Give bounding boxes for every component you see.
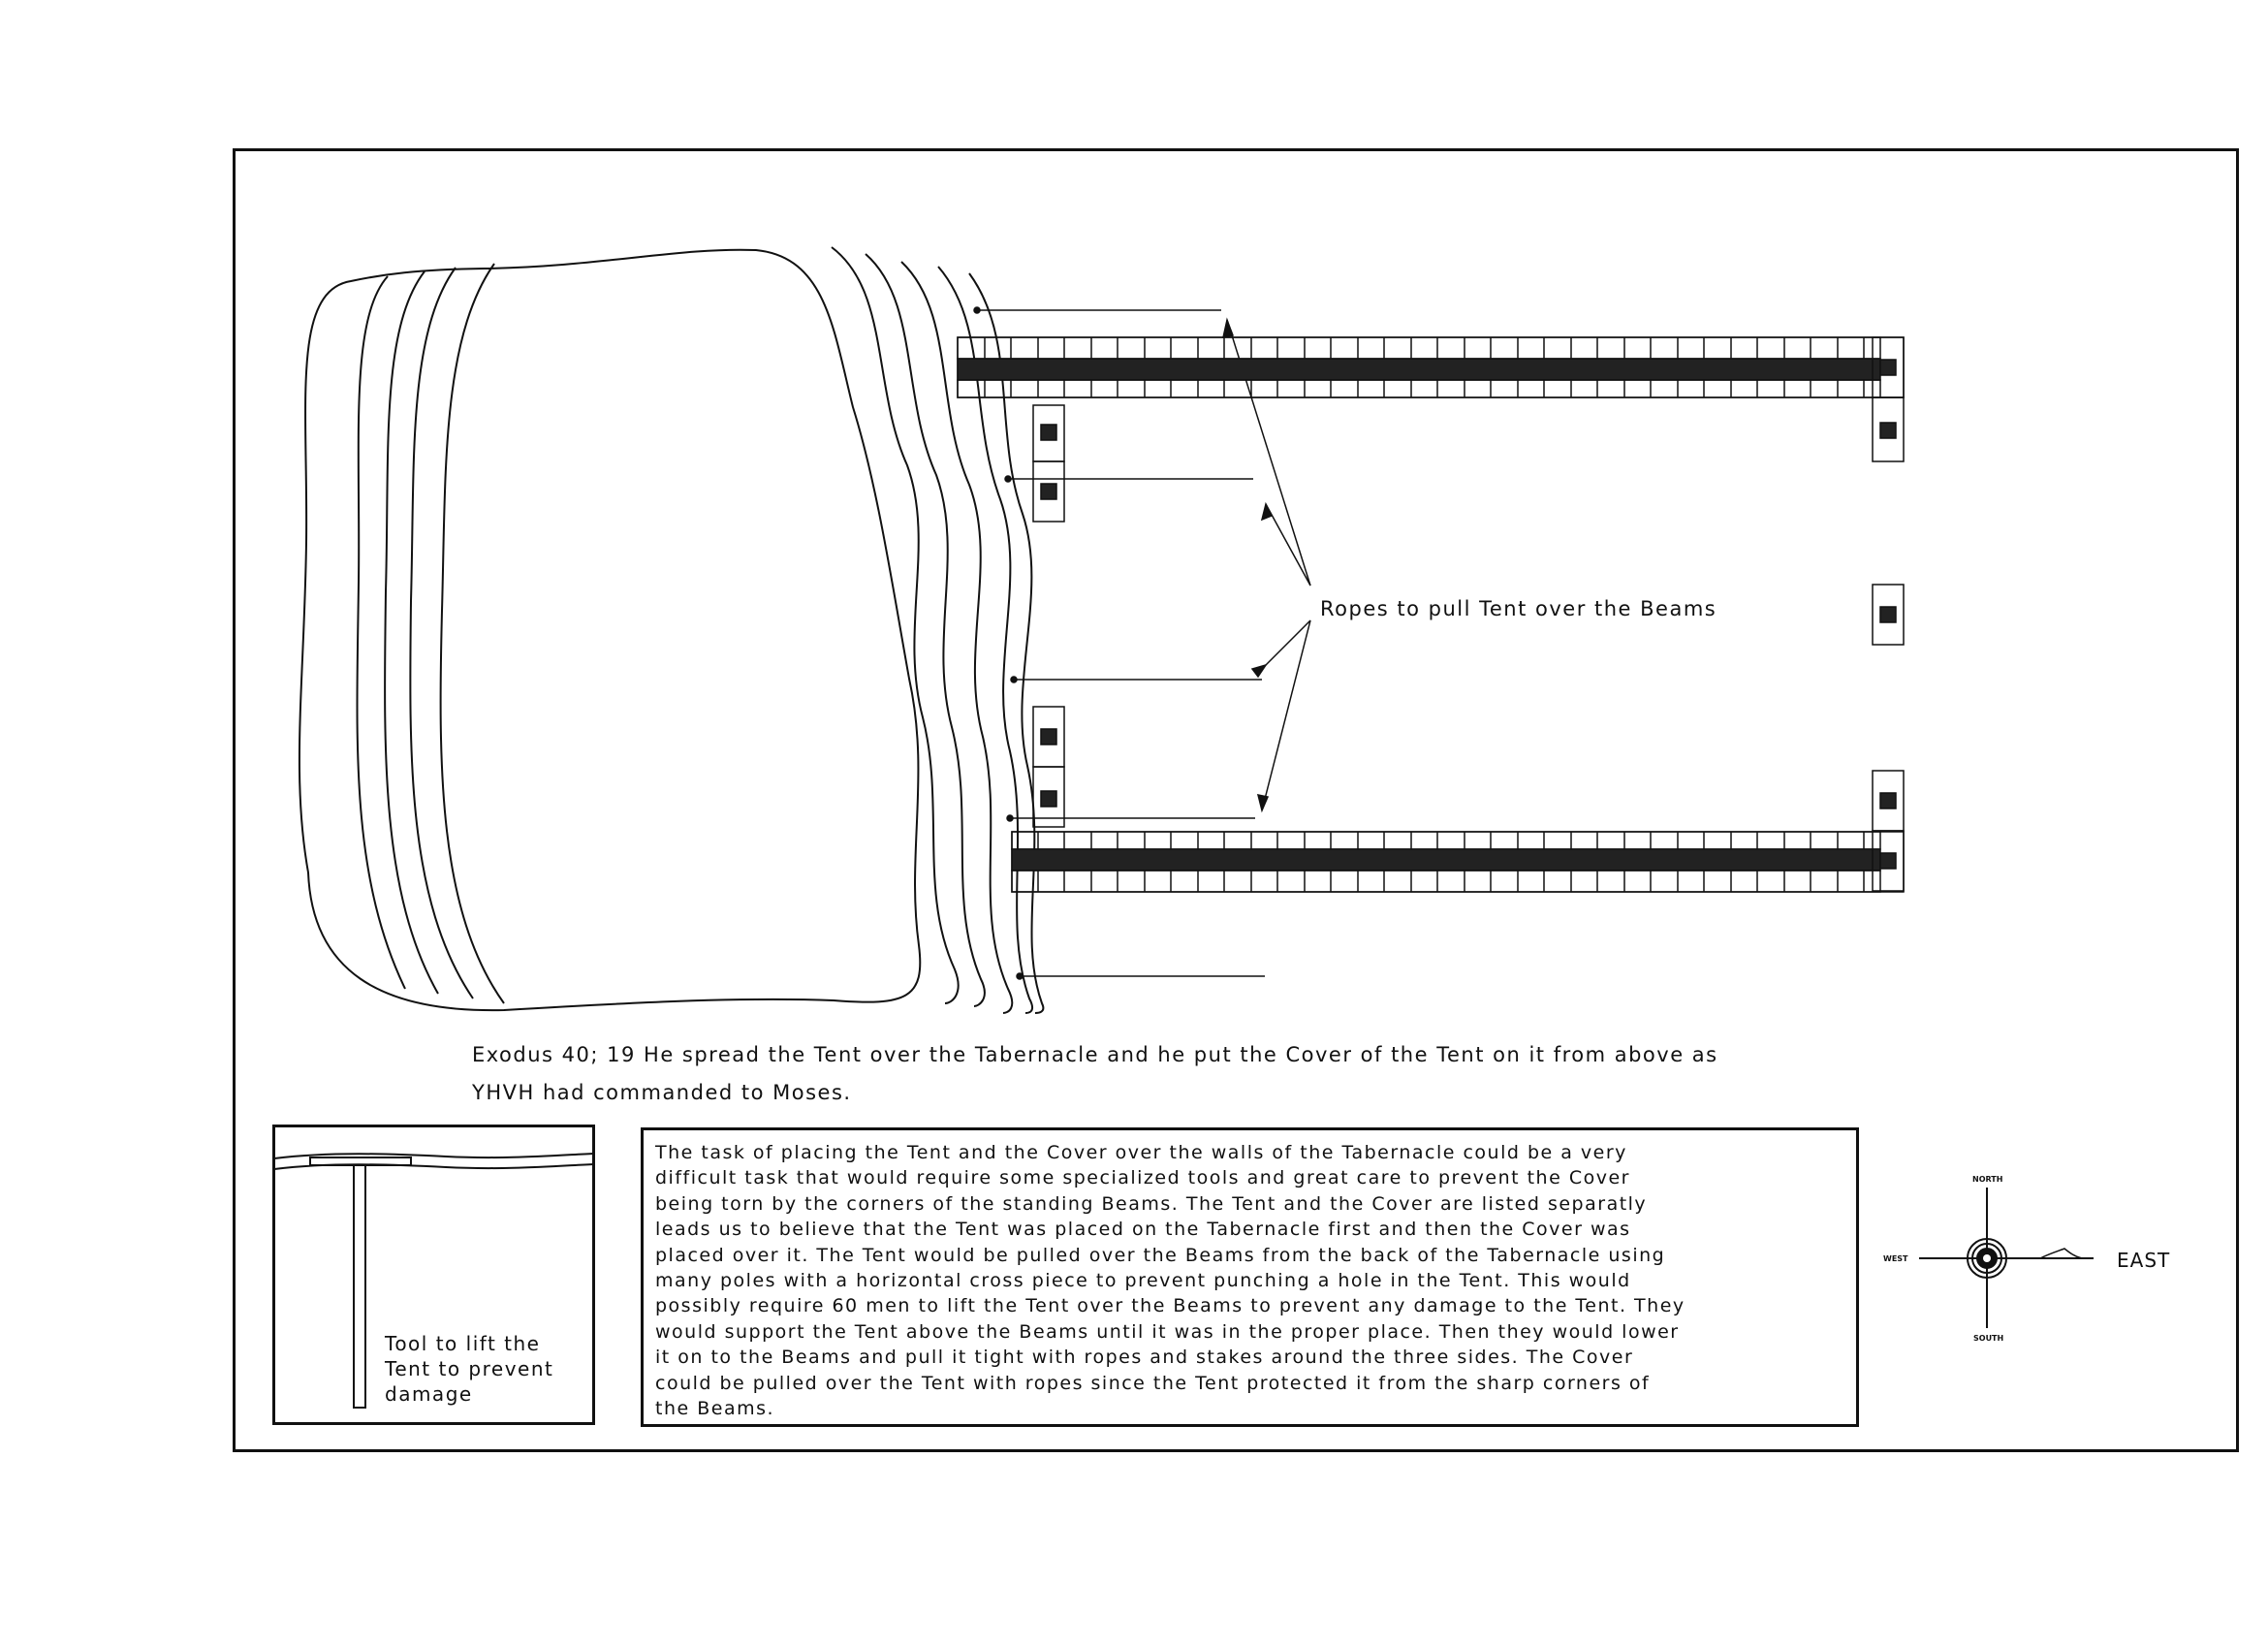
description-line: could be pulled over the Tent with ropes since the Tent protected it from the sharp corners of — [655, 1372, 1651, 1394]
north-wall-beams — [958, 337, 1904, 397]
tool-caption-line: Tool to lift the — [385, 1332, 541, 1355]
description-line: difficult task that would require some specialized tools and great care to prevent the Cover — [655, 1167, 1630, 1189]
description-line: many poles with a horizontal cross piece to prevent punching a hole in the Tent. This would — [655, 1270, 1631, 1292]
tool-caption-line: Tent to prevent — [385, 1357, 554, 1380]
leader-arrows — [1223, 320, 1310, 810]
compass-east-label: EAST — [2117, 1249, 2171, 1272]
description-panel — [641, 1127, 1859, 1427]
description-line: The task of placing the Tent and the Cover over the walls of the Tabernacle could be a very — [655, 1142, 1627, 1163]
compass-south-label: SOUTH — [1973, 1334, 2004, 1343]
description-line: possibly require 60 men to lift the Tent over the Beams to prevent any damage to the Tent. They — [655, 1295, 1685, 1317]
description-line: it on to the Beams and pull it tight with ropes and stakes around the three sides. The Cover — [655, 1347, 1634, 1369]
compass-west-label: WEST — [1883, 1254, 1908, 1263]
description-line: leads us to believe that the Tent was placed on the Tabernacle first and then the Cover was — [655, 1219, 1631, 1241]
ropes-label: Ropes to pull Tent over the Beams — [1320, 597, 1717, 620]
compass-north-label: NORTH — [1972, 1175, 2003, 1184]
verse-line-2: YHVH had commanded to Moses. — [472, 1081, 852, 1104]
compass-rose-icon — [1919, 1188, 2094, 1328]
description-line: being torn by the corners of the standing Beams. The Tent and the Cover are listed separatly — [655, 1192, 1648, 1215]
description-line: would support the Tent above the Beams until it was in the proper place. Then they would lower — [655, 1320, 1680, 1343]
south-wall-beams — [1012, 832, 1904, 892]
description-line: placed over it. The Tent would be pulled over the Beams from the back of the Tabernacle using — [655, 1244, 1666, 1266]
description-line: the Beams. — [655, 1398, 775, 1420]
tool-caption-line: damage — [385, 1382, 473, 1406]
tent-drape — [299, 247, 1043, 1013]
tool-caption — [385, 1331, 593, 1407]
verse-line-1: Exodus 40; 19 He spread the Tent over the Tabernacle and he put the Cover of the Tent on it from above as — [472, 1043, 1718, 1066]
